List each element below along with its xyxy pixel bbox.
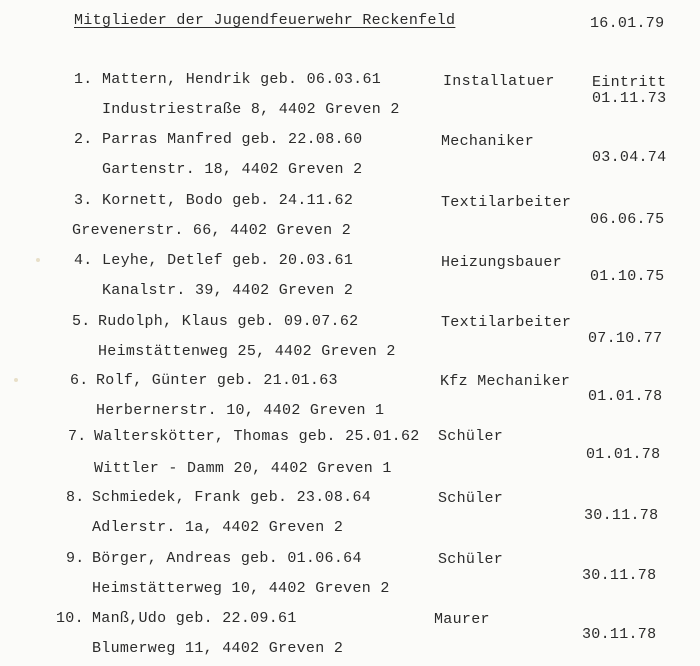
member-entry-date: 30.11.78 <box>584 507 659 524</box>
member-address: Kanalstr. 39, 4402 Greven 2 <box>102 282 354 299</box>
member-number: 4. <box>74 252 93 269</box>
member-occupation: Kfz Mechaniker <box>440 373 571 390</box>
member-entry-date: 01.01.78 <box>586 446 661 463</box>
member-occupation: Schüler <box>438 551 504 568</box>
member-address: Heimstättenweg 25, 4402 Greven 2 <box>98 343 396 360</box>
member-name: Walterskötter, Thomas geb. 25.01.62 <box>94 428 420 445</box>
member-entry-date: 06.06.75 <box>590 211 665 228</box>
member-address: Grevenerstr. 66, 4402 Greven 2 <box>72 222 352 239</box>
member-address: Herbernerstr. 10, 4402 Greven 1 <box>96 402 385 419</box>
member-entry-date: 01.10.75 <box>590 268 665 285</box>
member-address: Adlerstr. 1a, 4402 Greven 2 <box>92 519 344 536</box>
member-name: Schmiedek, Frank geb. 23.08.64 <box>92 489 372 506</box>
member-name: Rolf, Günter geb. 21.01.63 <box>96 372 338 389</box>
paper-speck <box>14 378 18 382</box>
member-number: 1. <box>74 71 93 88</box>
member-name: Börger, Andreas geb. 01.06.64 <box>92 550 362 567</box>
member-entry-date: 01.11.73 <box>592 90 667 107</box>
member-occupation: Textilarbeiter <box>441 194 572 211</box>
member-number: 7. <box>68 428 87 445</box>
member-entry-date: 30.11.78 <box>582 626 657 643</box>
member-name: Kornett, Bodo geb. 24.11.62 <box>102 192 354 209</box>
paper-speck <box>36 258 40 262</box>
entry-column-label: Eintritt <box>592 74 667 91</box>
member-name: Manß,Udo geb. 22.09.61 <box>92 610 297 627</box>
member-number: 8. <box>66 489 85 506</box>
member-address: Blumerweg 11, 4402 Greven 2 <box>92 640 344 657</box>
member-occupation: Textilarbeiter <box>441 314 572 331</box>
document-title: Mitglieder der Jugendfeuerwehr Reckenfeld <box>74 12 456 29</box>
member-number: 3. <box>74 192 93 209</box>
member-entry-date: 07.10.77 <box>588 330 663 347</box>
member-entry-date: 30.11.78 <box>582 567 657 584</box>
member-occupation: Mechaniker <box>441 133 535 150</box>
member-address: Wittler - Damm 20, 4402 Greven 1 <box>94 460 392 477</box>
member-occupation: Schüler <box>438 490 504 507</box>
member-name: Leyhe, Detlef geb. 20.03.61 <box>102 252 354 269</box>
member-number: 6. <box>70 372 89 389</box>
member-occupation: Installatuer <box>443 73 555 90</box>
member-name: Mattern, Hendrik geb. 06.03.61 <box>102 71 382 88</box>
member-name: Rudolph, Klaus geb. 09.07.62 <box>98 313 359 330</box>
member-number: 2. <box>74 131 93 148</box>
member-occupation: Schüler <box>438 428 504 445</box>
document-date: 16.01.79 <box>590 15 665 32</box>
member-address: Heimstätterweg 10, 4402 Greven 2 <box>92 580 390 597</box>
member-occupation: Maurer <box>434 611 490 628</box>
member-entry-date: 03.04.74 <box>592 149 667 166</box>
member-occupation: Heizungsbauer <box>441 254 562 271</box>
member-number: 9. <box>66 550 85 567</box>
member-address: Industriestraße 8, 4402 Greven 2 <box>102 101 400 118</box>
member-number: 5. <box>72 313 91 330</box>
member-address: Gartenstr. 18, 4402 Greven 2 <box>102 161 363 178</box>
member-name: Parras Manfred geb. 22.08.60 <box>102 131 363 148</box>
member-number: 10. <box>56 610 84 627</box>
member-entry-date: 01.01.78 <box>588 388 663 405</box>
